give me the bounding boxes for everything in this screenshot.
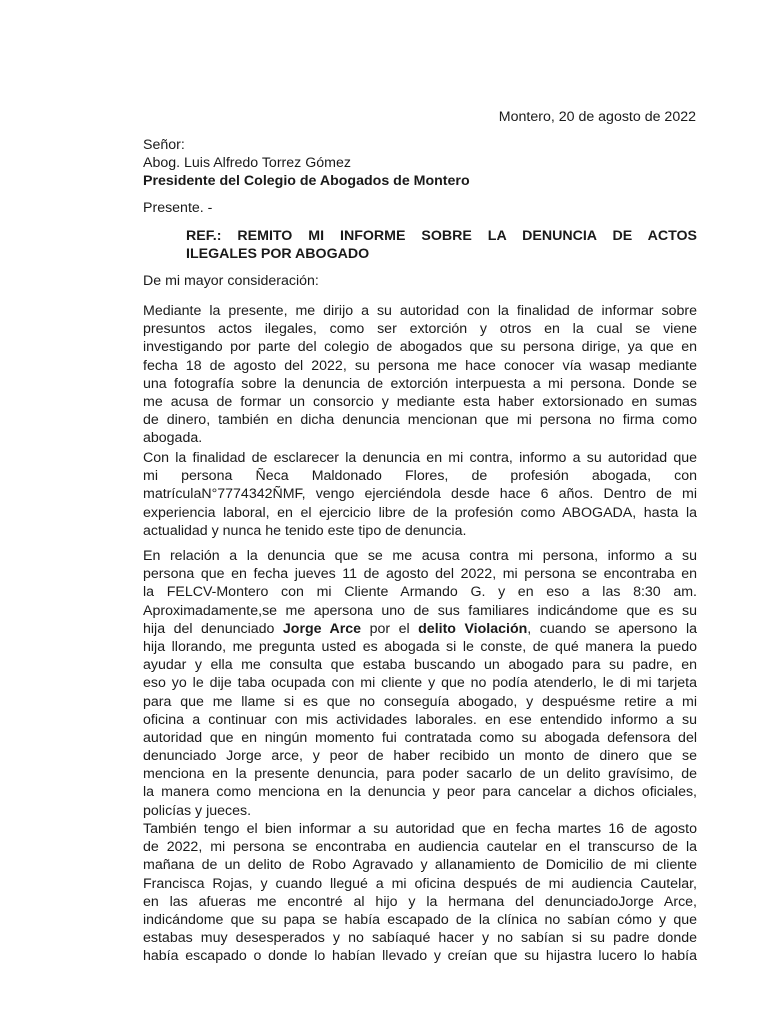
text-line: una fotografía sobre la denuncia de extorción interpuesta a mi persona. Donde se xyxy=(143,375,697,392)
text-line: estabas muy desesperados y no sabíaqué hacer y no sabían si su padre donde xyxy=(143,930,697,947)
paragraph-1 xyxy=(143,302,697,448)
recipient-title: Presidente del Colegio de Abogados de Montero xyxy=(143,173,470,190)
crime-name: delito Violación xyxy=(418,620,528,637)
text-line: la manera como menciona en la denuncia y peor para cancelar a dichos oficiales, xyxy=(143,784,697,801)
text-line: había escapado o donde lo habían llevado y creían que su hijastra lucero lo había xyxy=(143,948,697,965)
text-line: investigando por parte del colegio de abogados que su persona dirige, ya que en xyxy=(143,339,697,356)
text-line: matrículaN°7774342ÑMF, vengo ejerciéndola desde hace 6 años. Dentro de mi xyxy=(143,486,697,503)
text-line: experiencia laboral, en el ejercicio libre de la profesión como ABOGADA, hasta la xyxy=(143,504,697,521)
text-line: me acusa de formar un consorcio y mediante esta haber extorsionado en sumas xyxy=(143,393,697,410)
text-line: policías y jueces. xyxy=(143,802,252,819)
accused-name: Jorge Arce xyxy=(282,620,362,637)
paragraph-4 xyxy=(143,820,697,966)
text-line: Francisca Rojas, y cuando llegué a mi oficina después de mi audiencia Cautelar, xyxy=(143,875,697,892)
text-line: para que me llame si es que no conseguía abogado, y despuésme retire a mi xyxy=(143,693,697,710)
text-fragment: por el xyxy=(361,620,419,637)
reference-block xyxy=(186,227,697,263)
text-line: persona que en fecha jueves 11 de agosto del 2022, mi persona se encontraba en xyxy=(143,566,697,583)
text-fragment: , cuando se apersono la xyxy=(527,620,697,637)
reference-line: REF.: REMITO MI INFORME SOBRE LA DENUNCIA DE ACTOS xyxy=(186,228,697,244)
present-line: Presente. - xyxy=(143,200,213,216)
text-line: actualidad y nunca he tenido este tipo de denuncia. xyxy=(143,522,467,539)
text-line: Aproximadamente,se me apersona uno de sus familiares indicándome que es su xyxy=(143,602,697,619)
recipient-block xyxy=(143,136,697,191)
recipient-name: Abog. Luis Alfredo Torrez Gómez xyxy=(143,155,351,172)
text-line: de dinero, también en dicha denuncia mencionan que mi persona no firma como xyxy=(143,412,697,429)
text-line: en las afueras me encontré al hijo y la hermana del denunciadoJorge Arce, xyxy=(143,893,697,910)
text-fragment: hija del denunciado xyxy=(143,620,283,637)
text-line: Mediante la presente, me dirijo a su autoridad con la finalidad de informar sobre xyxy=(143,303,697,319)
text-line: hija llorando, me pregunta usted es abogada si le conste, de qué manera la puedo xyxy=(143,638,697,655)
recipient-salutation: Señor: xyxy=(143,137,185,153)
paragraph-3 xyxy=(143,547,697,820)
text-line: Con la finalidad de esclarecer la denuncia en mi contra, informo a su autoridad que xyxy=(143,450,697,466)
text-line: de 2022, mi persona se encontraba en audiencia cautelar en el transcurso de la xyxy=(143,839,697,856)
text-line: oficina a continuar con mis actividades laborales. en ese entendido informo a su xyxy=(143,711,697,728)
reference-line: ILEGALES POR ABOGADO xyxy=(186,246,370,263)
text-line xyxy=(143,620,697,638)
text-line: ayudar y ella me consulta que estaba buscando un abogado para su padre, en xyxy=(143,657,697,674)
text-line: abogada. xyxy=(143,430,203,447)
text-line: También tengo el bien informar a su autoridad que en fecha martes 16 de agosto xyxy=(143,821,697,837)
text-line: presuntos actos ilegales, como ser extorción y otros en la cual se viene xyxy=(143,321,697,338)
text-line: fecha 18 de agosto del 2022, su persona me hace conocer vía wasap mediante xyxy=(143,357,697,374)
text-line: menciona en la presente denuncia, para poder sacarlo de un delito gravísimo, de xyxy=(143,766,697,783)
text-line: mañana de un delito de Robo Agravado y allanamiento de Domicilio de mi cliente xyxy=(143,857,697,874)
text-line: mi persona Ñeca Maldonado Flores, de profesión abogada, con xyxy=(143,468,697,485)
text-line: la FELCV-Montero con mi Cliente Armando G. y en eso a las 8:30 am. xyxy=(143,584,697,601)
paragraph-2 xyxy=(143,449,697,540)
text-line: eso yo le dije taba ocupada con mi cliente y que no podía atenderlo, le di mi tarjeta xyxy=(143,675,697,692)
greeting: De mi mayor consideración: xyxy=(143,273,319,289)
text-line: indicándome que su papa se había escapado de la clínica no sabían cómo y que xyxy=(143,911,697,928)
text-line: denunciado Jorge arce, y peor de haber recibido un monto de dinero que se xyxy=(143,748,697,765)
letter-date: Montero, 20 de agosto de 2022 xyxy=(498,109,696,125)
text-line: autoridad que en ningún momento fui contratada como su abogada defensora del xyxy=(143,729,697,746)
text-line: En relación a la denuncia que se me acusa contra mi persona, informo a su xyxy=(143,548,697,564)
